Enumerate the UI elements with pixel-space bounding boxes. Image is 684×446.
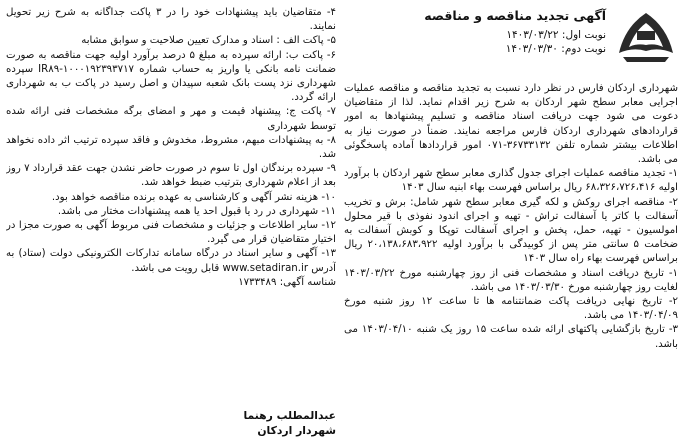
condition-6: ۶- پاکت ب: ارائه سپرده به مبلغ ۵ درصد برآورد اولیه جهت مناقصه به صورت ضمانت نامه بانکی یا واریز به حساب شماره ۱۰۰۰۱۹۲۳۹۳۷۱۷-IR۸۹ سپرده شهرداری نزد پست بانک شعبه سپیدان و اصل رسید در پاکت ب به شهرداری ارائه گردد. bbox=[6, 49, 336, 104]
guarantee-deadline: ۲- تاریخ نهایی دریافت پاکت ضمانتنامه ها تا ساعت ۱۲ روز شنبه مورخ ۱۴۰۳/۰۴/۰۹ می باشد. bbox=[344, 296, 678, 322]
condition-12: ۱۲- سایر اطلاعات و جزئیات و مشخصات فنی مربوط آگهی به صورت مجزا در اختیار متقاضیان قرار می گیرد. bbox=[6, 220, 336, 246]
opening-date: ۳- تاریخ بازگشایی پاکتهای ارائه شده ساعت ۱۵ روز یک شنبه ۱۴۰۳/۰۴/۱۰ می باشد. bbox=[344, 324, 678, 350]
signature-block bbox=[6, 408, 336, 438]
left-column bbox=[6, 6, 336, 440]
condition-9: ۹- سپرده برندگان اول تا سوم در صورت حاضر نشدن جهت عقد قرارداد ۷ روز بعد از اعلام شهرداری بترتیب ضبط خواهد شد. bbox=[6, 163, 336, 189]
notice-header bbox=[344, 6, 678, 82]
intro-paragraph: شهرداری اردکان فارس در نظر دارد نسبت به تجدید مناقصه و مناقصه عملیات اجرایی معابر سطح شهر اردکان به شرح زیر اقدام نماید. لذا از متقاضیان دعوت می شود جهت دریافت اسناد مناقصه و تسلیم پیشنهادها به امور قراردادهای شهرداری اردکان فارس مراجعه نمایند. ضمناً در صورت نیاز به اطلاعات بیشتر شماره تلفن ۳۶۷۳۳۱۳۲-۰۷۱ امور قراردادها آماده پاسخگوئی می باشد. bbox=[344, 83, 678, 166]
ad-title: آگهی تجدید مناقصه و مناقصه bbox=[424, 8, 606, 23]
condition-7: ۷- پاکت ج: پیشنهاد قیمت و مهر و امضای برگه مشخصات فنی ارائه شده توسط شهرداری bbox=[6, 106, 336, 132]
condition-8: ۸- به پیشنهادات مبهم، مشروط، مخدوش و فاقد سپرده ترتیب اثر داده نخواهد شد. bbox=[6, 134, 336, 161]
ad-id: شناسه آگهی: ۱۷۳۳۴۸۹ bbox=[238, 276, 336, 288]
condition-11: ۱۱- شهرداری در رد یا قبول احد یا همه پیشنهادات مختار می باشد. bbox=[57, 205, 336, 217]
condition-5: ۵- پاکت الف : اسناد و مدارک تعیین صلاحیت و سوابق مشابه bbox=[81, 35, 336, 47]
document-receipt-date: ۱- تاریخ دریافت اسناد و مشخصات فنی از روز چهارشنبه مورخ ۱۴۰۳/۰۳/۲۲ لغایت روز چهارشنبه مورخ ۱۴۰۳/۰۳/۳۰ می باشد. bbox=[344, 267, 678, 293]
condition-4: ۴- متقاضیان باید پیشنهادات خود را در ۳ پاکت جداگانه به شرح زیر تحویل نمایند. bbox=[6, 7, 336, 33]
condition-13: ۱۳- آگهی و سایر اسناد در درگاه سامانه تدارکات الکترونیکی دولت (ستاد) به آدرس www.setadiran.ir قابل رویت می باشد. bbox=[6, 248, 336, 274]
condition-10: ۱۰- هزینه نشر آگهی و کارشناسی به عهده برنده مناقصه خواهد بود. bbox=[51, 191, 336, 203]
item-asphalt-tender: ۲- مناقصه اجرای روکش و لکه گیری معابر سطح شهر شامل: برش و تخریب آسفالت با کاتر یا آسفالت تراش - تهیه و اجرای اندود نفوذی با قیر محلول امولسیون - تهیه، حمل، پخش و اجرای آسفالت توپکا و کوبش آسفالت به ضخامت ۵ سانتی متر پس از کوبیدگی با برآورد اولیه ۲۰،۱۳۸،۶۸۳،۹۲۲ ریال براساس فهرست بهاء راه سال ۱۴۰۳ bbox=[344, 196, 678, 265]
item-curb-tender: ۱- تجدید مناقصه عملیات اجرای جدول گذاری معابر سطح شهر اردکان با برآورد اولیه ۶۸،۳۲۶،۷۲۶،۴۱۶ ریال براساس فهرست بهاء ابنیه سال ۱۴۰۳ bbox=[344, 168, 678, 194]
second-publication-date: نوبت دوم: ۱۴۰۳/۰۳/۳۰ bbox=[505, 43, 606, 55]
signatory-name: عبدالمطلب رهنما bbox=[243, 409, 336, 422]
municipality-emblem-icon bbox=[614, 6, 678, 66]
signatory-role: شهردار اردکان bbox=[257, 424, 336, 437]
first-publication-date: نوبت اول: ۱۴۰۳/۰۳/۲۲ bbox=[506, 29, 606, 41]
right-column bbox=[344, 6, 678, 440]
